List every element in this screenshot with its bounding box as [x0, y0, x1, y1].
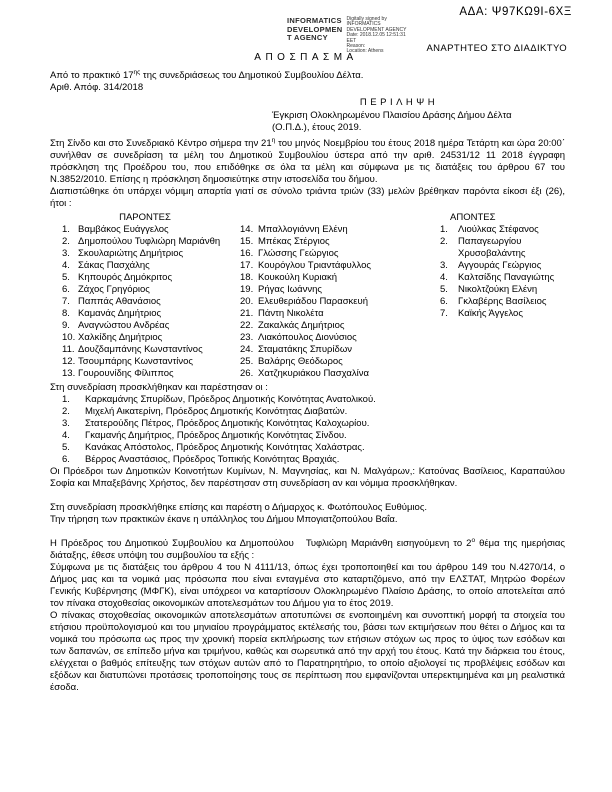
member-name: Κουκούλη Κυριακή [258, 272, 338, 283]
member-row [62, 224, 240, 236]
member-row [240, 332, 440, 344]
invited-number: 1. [62, 394, 70, 405]
member-row [62, 296, 240, 308]
member-number: 6. [62, 284, 70, 295]
member-name: Παππάς Αθανάσιος [78, 296, 161, 307]
member-row [62, 332, 240, 344]
present-list-col1 [50, 224, 240, 380]
member-row [440, 284, 565, 296]
member-name: Σάκας Πασχάλης [78, 260, 150, 271]
summary-block [272, 97, 526, 134]
member-row [240, 296, 440, 308]
session-info-text: Στη Σίνδο και στο Συνεδριακό Κέντρο σήμερα την 21 [50, 138, 272, 149]
member-number: 12. [62, 356, 76, 367]
member-row [440, 308, 565, 320]
member-name: Ελευθεριάδου Παρασκευή [258, 296, 369, 307]
signature-agency-line: INFORMATICS [287, 16, 342, 25]
member-name: Γκλαβέρης Βασίλειος [458, 296, 547, 307]
member-number: 5. [440, 284, 448, 295]
member-number: 7. [440, 308, 448, 319]
decision-number: Αριθ. Απόφ. 314/2018 [50, 82, 144, 93]
present-list-col2 [240, 224, 440, 380]
member-number: 25. [240, 356, 254, 367]
member-row [240, 308, 440, 320]
member-row [240, 260, 440, 272]
member-name: Αναγνώστου Ανδρέας [78, 320, 170, 331]
member-number: 6. [440, 296, 448, 307]
member-name: Μπαλλογιάννη Ελένη [258, 224, 348, 235]
member-name: Καϊκής Άγγελος [458, 308, 523, 319]
session-info-rest: του μηνός Νοεμβρίου του έτους 2018 ημέρα Τετάρτη και ώρα 20:00΄ συνήλθαν σε συνεδρίαση τα μέλη του Δημοτικού Συμβουλίου ύστερα από την αριθ. 24531/12 11 2018 έγγραφη πρόσκληση της Προέδρου του, που επιδόθηκε σε όλα τα μέλη και σύμφωνα με τις διατάξεις του άρθρου 67 του Ν.3852/2010. Επίσης η πρόσκληση δημοσιεύτηκε στην ιστοσελίδα του δήμου. [50, 138, 565, 185]
intro-ordinal-sup: ης [133, 68, 141, 76]
signature-agency-line: DEVELOPMEN [287, 24, 343, 34]
signature-details [347, 17, 407, 55]
member-number: 2. [62, 236, 70, 247]
invited-number: 5. [62, 442, 70, 453]
invited-text: Κανάκας Απόστολος, Πρόεδρος Δημοτικής Κοινότητας Χαλάστρας. [85, 442, 365, 453]
member-number: 11. [62, 344, 75, 355]
agenda-item-ordinal-sup: ο [471, 536, 476, 544]
member-row [62, 236, 240, 248]
signature-agency-line: T AGENCY [287, 33, 328, 42]
invited-number: 3. [62, 418, 70, 429]
intro-line-rest: της συνεδριάσεως του Δημοτικού Συμβουλίου Δέλτα. [140, 70, 364, 81]
invited-row [50, 442, 565, 454]
document-title: ΑΠΟΣΠΑΣΜΑ [254, 52, 358, 63]
member-row [440, 272, 565, 284]
member-number: 13. [62, 368, 76, 379]
invited-intro: Στη συνεδρίαση προσκλήθηκαν και παρέστησαν οι : [50, 382, 268, 393]
invited-number: 6. [62, 454, 70, 465]
paragraph-president-introduction [50, 538, 565, 562]
member-number: 7. [62, 296, 70, 307]
member-number: 1. [62, 224, 70, 235]
invited-list [50, 394, 565, 466]
member-number: 2. [440, 236, 448, 247]
member-number: 3. [440, 260, 448, 271]
paragraph-legal-framework: Σύμφωνα με τις διατάξεις του άρθρου 4 του Ν 4111/13, όπως έχει τροποποιηθεί και του άρθρου 149 του Ν.4270/14, ο Δήμος μας και τα νομικά μας πρόσωπα που είναι ενταγμένα στο καταρτιζόμενο, από την ΕΛΣΤΑΤ, Μητρώο Φορέων Γενικής Κυβέρνησης (ΜΦΓΚ), είναι υπόχρεοι να καταρτίσουν Ολοκληρωμένο Πλαίσιο Δράσης, το οποίο αποτελείται από τον πίνακα στοχοθεσίας οικονομικών αποτελεσμάτων του Δήμου για το έτος 2019. [50, 562, 565, 609]
spacer [50, 526, 565, 538]
signature-detail-line: Digitally signed by [346, 16, 387, 22]
member-name: Ρήγας Ιωάννης [258, 284, 322, 295]
member-name: Γλώσσης Γεώργιος [258, 248, 339, 259]
member-number: 26. [240, 368, 254, 379]
member-name: Νικολτζούκη Ελένη [458, 284, 538, 295]
signature-detail-line: Reason: [346, 43, 366, 50]
member-name: Κουρόγλου Τριαντάφυλλος [258, 260, 371, 271]
invited-text: Στατερούδης Πέτρος, Πρόεδρος Δημοτικής Κοινότητας Καλοχωρίου. [85, 418, 370, 429]
invited-text: Γκαμανής Δημήτριος, Πρόεδρος Δημοτικής Κοινότητας Σίνδου. [85, 430, 347, 441]
member-row [240, 236, 440, 248]
member-number: 17. [240, 260, 254, 271]
member-row [62, 260, 240, 272]
member-row [440, 296, 565, 308]
signature-detail-line: Date: 2018.12.05 12:51:31 [346, 32, 406, 39]
member-name: Δημοπούλου Τυφλιώρη Μαριάνθη [78, 236, 221, 247]
member-number: 16. [240, 248, 254, 259]
invited-row [50, 394, 565, 406]
member-name: Ζάχος Γρηγόριος [78, 284, 150, 295]
member-number: 14. [240, 224, 254, 235]
member-row [240, 344, 440, 356]
signature-detail-line: INFORMATICS [346, 21, 381, 28]
invited-row [50, 406, 565, 418]
summary-text-line: (Ο.Π.Δ.), έτους 2019. [272, 122, 362, 133]
member-name: Μπέκας Στέργιος [258, 236, 330, 247]
member-name: Ζακαλκάς Δημήτριος [258, 320, 345, 331]
member-number: 21. [240, 308, 254, 319]
member-row [440, 224, 565, 236]
member-name: Αγγουράς Γεώργιος [458, 260, 542, 271]
paragraph-session-info [50, 138, 565, 186]
member-row [62, 272, 240, 284]
member-number: 3. [62, 248, 70, 259]
invited-row [50, 454, 565, 466]
invited-row [50, 418, 565, 430]
line-mayor-present: Στη συνεδρίαση προσκλήθηκε επίσης και παρέστη ο Δήμαρχος κ. Φωτόπουλος Ευθύμιος. [50, 502, 428, 513]
member-row [240, 224, 440, 236]
member-name: Βαλάρης Θεόδωρος [258, 356, 343, 367]
signature-detail-line: EET [346, 37, 357, 44]
member-number: 19. [240, 284, 254, 295]
session-ordinal-sup: η [271, 136, 276, 144]
member-number: 9. [62, 320, 70, 331]
paragraph-absent-presidents: Οι Πρόεδροι των Δημοτικών Κοινοτήτων Κυμίνων, Ν. Μαγνησίας, και Ν. Μαλγάρων,: Κατούνας Βασίλειος, Καραπαύλου Σοφία και Μπαξεβάνης Χρήστος, δεν παρέστησαν στη συνεδρίαση αν και νόμιμα προσκλήθηκαν. [50, 466, 565, 489]
member-name: Σκουλαριώτης Δημήτριος [78, 248, 184, 259]
attendance-lists [50, 224, 565, 380]
member-number: 20. [240, 296, 254, 307]
member-row [62, 320, 240, 332]
member-number: 10. [62, 332, 76, 343]
web-posting-label: ΑΝΑΡΤΗΤΕΟ ΣΤΟ ΔΙΑΔΙΚΤΥΟ [426, 43, 567, 54]
member-name: Παπαγεωργίου Χρυσοβαλάντης [458, 236, 526, 259]
signature-agency-name [287, 17, 343, 43]
summary-text-line: Έγκριση Ολοκληρωμένου Πλαισίου Δράσης Δήμου Δέλτα [272, 110, 512, 121]
member-number: 4. [62, 260, 70, 271]
member-row [440, 260, 565, 272]
member-row [240, 272, 440, 284]
member-name: Λιακόπουλος Διονύσιος [258, 332, 357, 343]
member-row [240, 320, 440, 332]
spacer [50, 490, 565, 502]
member-row [62, 284, 240, 296]
document-body [50, 70, 565, 694]
member-number: 8. [62, 308, 70, 319]
member-row [62, 308, 240, 320]
attendance-header-spacer [240, 212, 440, 224]
attendance-headers [50, 212, 565, 224]
digital-signature-stamp [287, 17, 406, 55]
member-name: Λιούλκας Στέφανος [458, 224, 539, 235]
member-name: Γουρουνίδης Φίλιππος [78, 368, 174, 379]
invited-text: Βέρρος Αναστάσιος, Πρόεδρος Τοπικής Κοινότητας Βραχιάς. [85, 454, 340, 465]
invited-text: Μιχελή Αικατερίνη, Πρόεδρος Δημοτικής Κοινότητας Διαβατών. [85, 406, 348, 417]
invited-number: 2. [62, 406, 70, 417]
member-number: 23. [240, 332, 254, 343]
absent-header: ΑΠΟΝΤΕΣ [450, 212, 496, 223]
member-row [240, 368, 440, 380]
member-row [62, 248, 240, 260]
paragraph-targets-table: Ο πίνακας στοχοθεσίας οικονομικών αποτελεσμάτων αποτυπώνει σε ενοποιημένη και συνοπτική μορφή τα στοιχεία του ετήσιου προϋπολογισμού και του μηνιαίου προγράμματος εκτέλεσής του, βάσει των εκτιμήσεων που θέτει ο Δήμος και τα νομικά του πρόσωπα ως προς την χρονική πορεία εκπλήρωσης των ετήσιων στόχων ως προς το ύψος των εσόδων και των δαπανών, σε επίπεδο μήνα και τριμήνου, καθώς και σωρευτικά από την αρχή του έτους. Κατά την διάρκεια του έτους, ελέγχεται ο βαθμός επίτευξης των στόχων αυτών από το Παρατηρητήριο, το οποίο αξιολογεί τις προβλέψεις εσόδων και εξόδων και διατυπώνει προτάσεις τροποποίησης τους σε περίπτωση που εμφανίζονται υπερεκτιμημένα και μη ρεαλιστικά έσοδα. [50, 610, 565, 693]
signature-detail-line: Location: Athens [346, 48, 384, 55]
member-row [440, 236, 565, 260]
member-name: Πάντη Νικολέτα [258, 308, 324, 319]
signature-detail-line: DEVELOPMENT AGENCY [346, 26, 407, 33]
line-minutes-keeper: Την τήρηση των πρακτικών έκανε η υπάλληλος του Δήμου Μπογιατζοπούλου Βαΐα. [50, 514, 398, 525]
member-number: 5. [62, 272, 70, 283]
invited-number: 4. [62, 430, 70, 441]
member-number: 18. [240, 272, 254, 283]
member-number: 1. [440, 224, 448, 235]
member-row [240, 284, 440, 296]
absent-list [440, 224, 565, 320]
ada-number: ΑΔΑ: Ψ97ΚΩ9Ι-6ΧΞ [459, 6, 572, 18]
member-number: 24. [240, 344, 254, 355]
summary-text [272, 110, 526, 134]
invited-text: Καρκαμάνης Σπυρίδων, Πρόεδρος Δημοτικής Κοινότητας Ανατολικού. [85, 394, 376, 405]
member-name: Τσουμπάρης Κωνσταντίνος [78, 356, 193, 367]
summary-heading: ΠΕΡΙΛΗΨΗ [359, 97, 439, 108]
invited-row [50, 430, 565, 442]
president-introduction-text: Η Πρόεδρος του Δημοτικού Συμβουλίου κα Δημοπούλου Τυφλιώρη Μαριάνθη εισηγούμενη το 2 [50, 538, 472, 549]
member-name: Δουζδαμπάνης Κωνσταντίνος [78, 344, 203, 355]
member-number: 15. [240, 236, 254, 247]
member-name: Κηπουρός Δημόκριτος [78, 272, 173, 283]
president-introduction-rest: θέμα της ημερήσιας διάταξης, έθεσε υπόψη του συμβουλίου τα εξής : [50, 538, 565, 561]
member-name: Βαμβάκος Ευάγγελος [78, 224, 169, 235]
member-name: Χαλκίδης Δημήτριος [78, 332, 163, 343]
member-name: Καλτσίδης Παναγιώτης [458, 272, 555, 283]
member-row [62, 344, 240, 356]
member-row [240, 356, 440, 368]
intro-line-text: Από το πρακτικό 17 [50, 70, 134, 81]
member-row [240, 248, 440, 260]
member-row [62, 368, 240, 380]
member-number: 4. [440, 272, 448, 283]
member-name: Χατζηκυριάκου Πασχαλίνα [258, 368, 369, 379]
member-number: 22. [240, 320, 254, 331]
present-header: ΠΑΡΟΝΤΕΣ [119, 212, 171, 223]
member-name: Καμανάς Δημήτριος [78, 308, 162, 319]
member-row [62, 356, 240, 368]
intro-line [50, 70, 565, 82]
paragraph-quorum: Διαπιστώθηκε ότι υπάρχει νόμιμη απαρτία γιατί σε σύνολο τριάντα τριών (33) μελών βρέθηκαν παρόντα είκοσι έξι (26), ήτοι : [50, 186, 565, 209]
member-name: Σταματάκης Σπυρίδων [258, 344, 352, 355]
